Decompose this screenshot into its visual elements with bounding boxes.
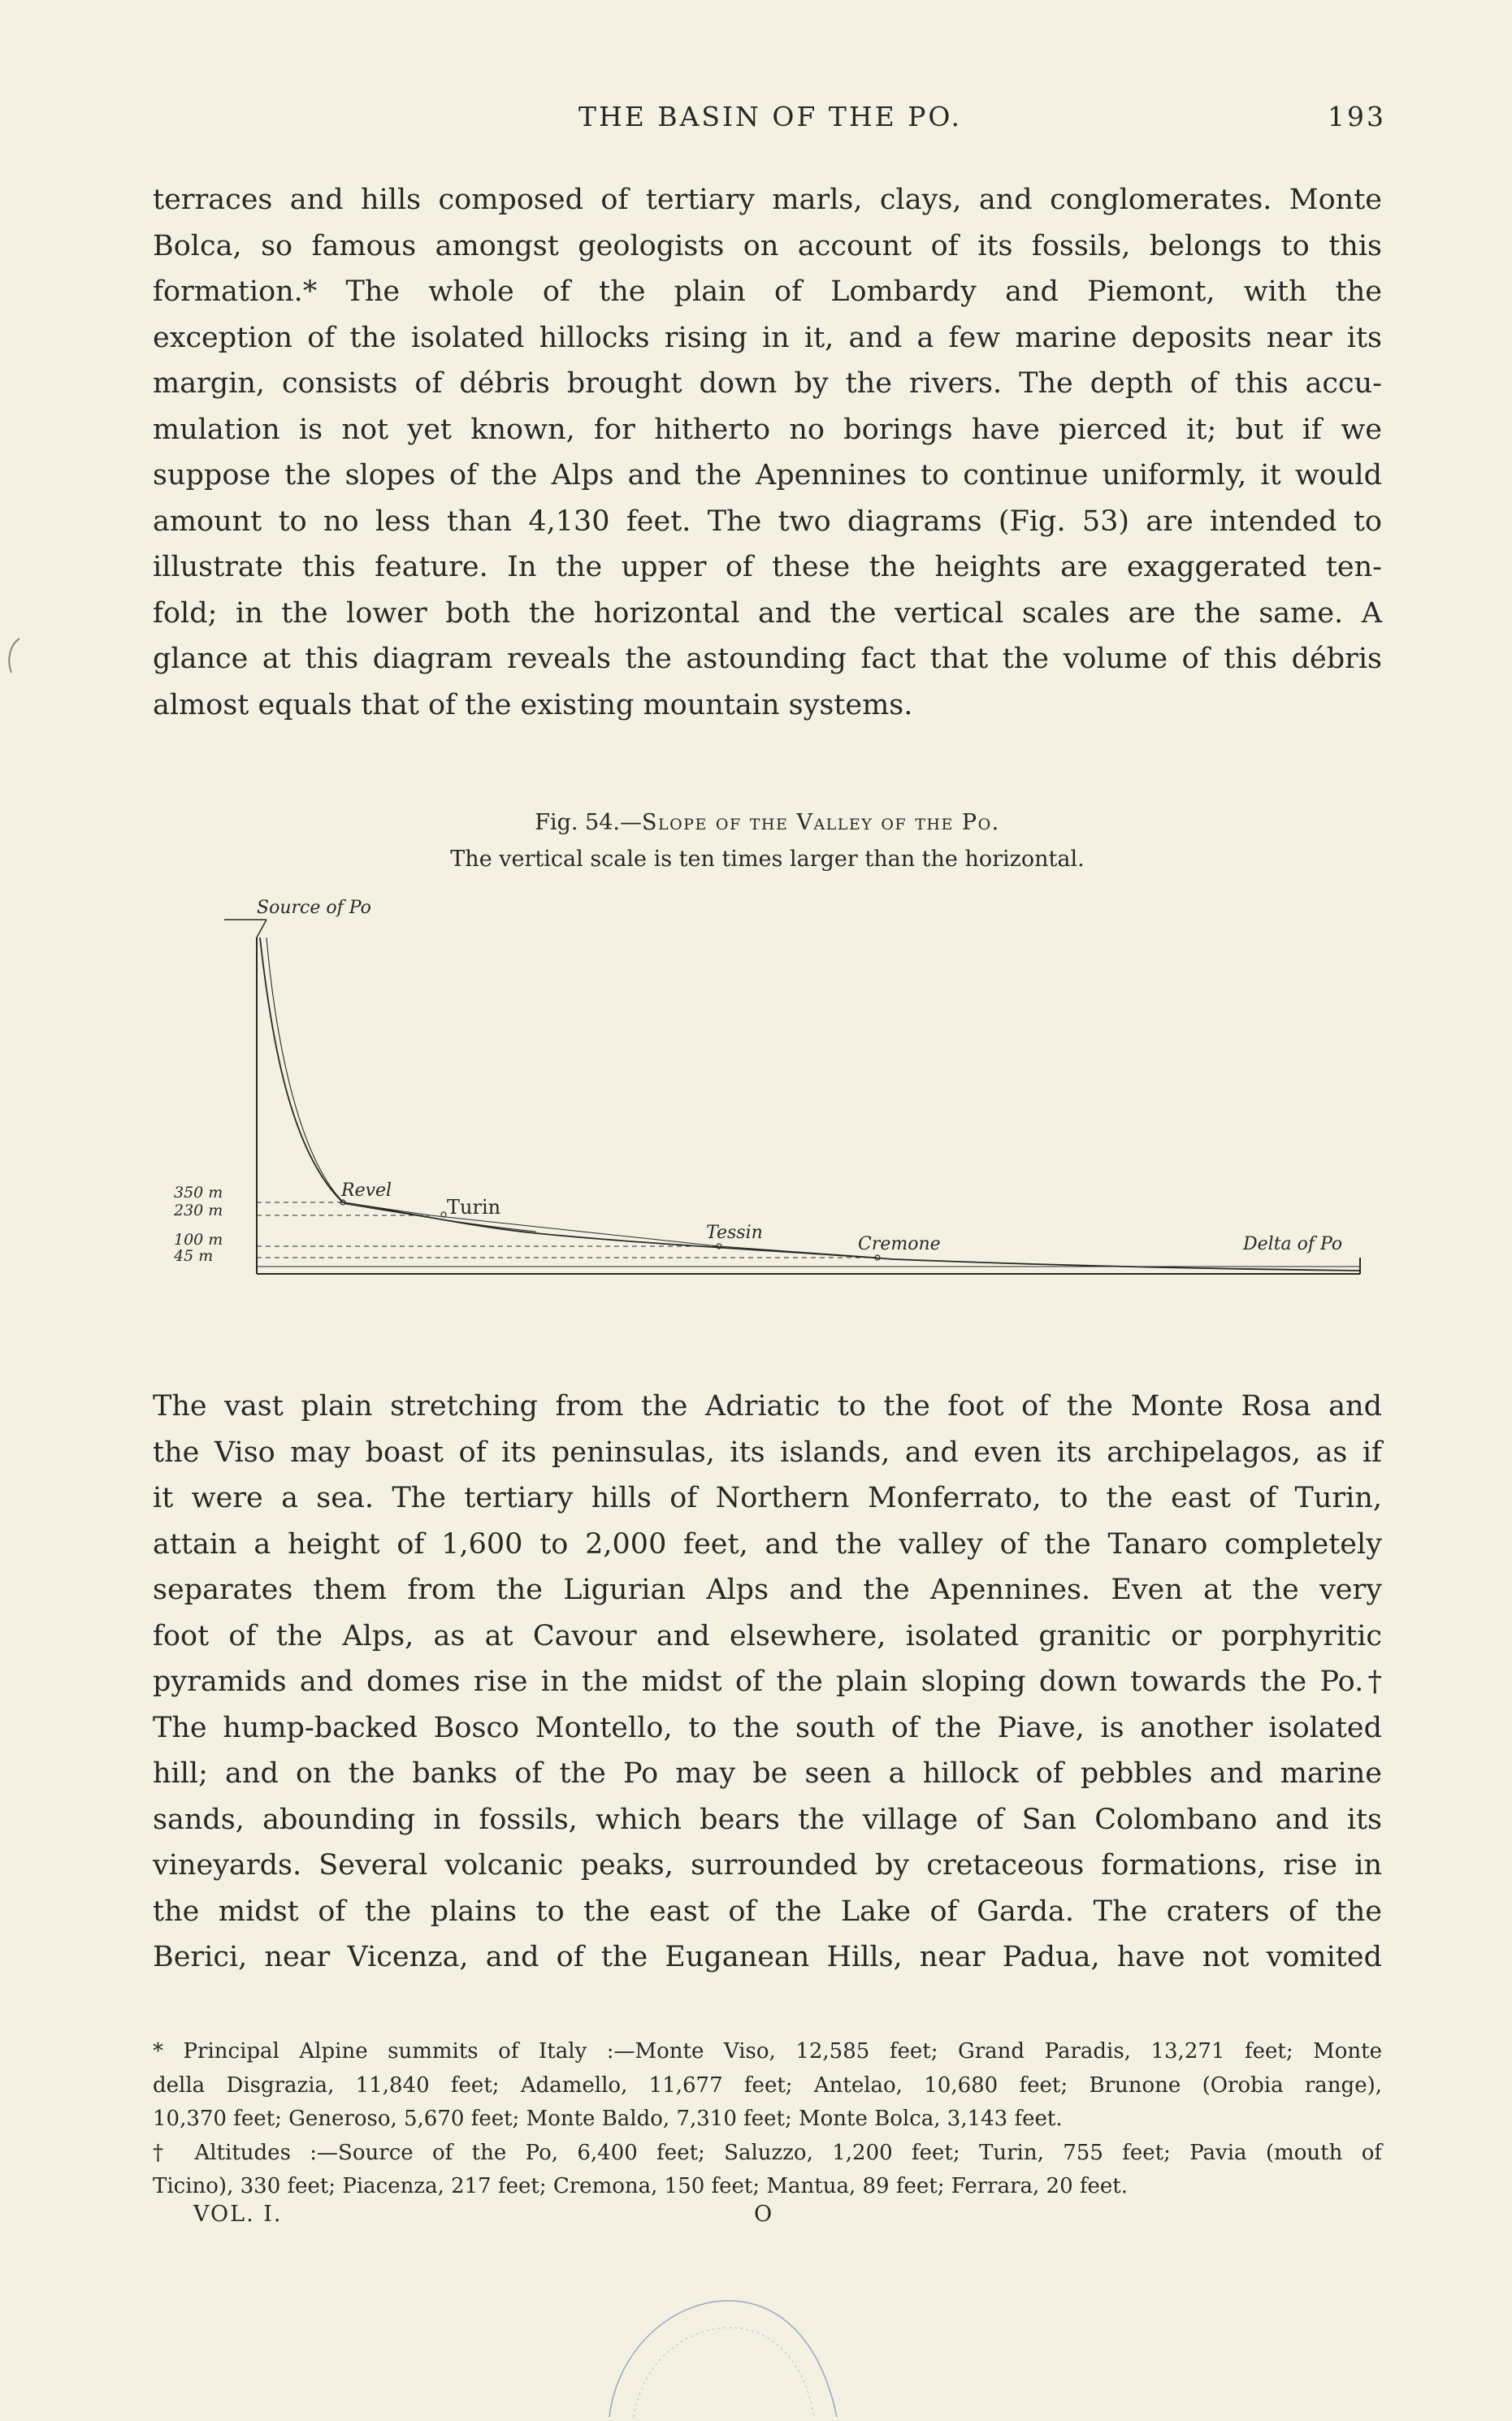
paragraph-line: exception of the isolated hillocks rising in it, and a few marine deposits near its xyxy=(153,321,1382,354)
running-head xyxy=(154,101,1386,141)
profile-curve-lower xyxy=(343,1202,877,1258)
figure-caption xyxy=(153,804,1382,877)
paragraph-1 xyxy=(153,177,1382,728)
tick-label-230: 230 m xyxy=(174,1202,223,1219)
paragraph-line: Berici, near Vicenza, and of the Euganean Hills, near Padua, have not vomited xyxy=(153,1941,1382,1973)
library-stamp xyxy=(601,2283,845,2421)
paragraph-line: The vast plain stretching from the Adriatic to the foot of the Monte Rosa and xyxy=(153,1390,1382,1423)
footnote-line: Ticino), 330 feet; Piacenza, 217 feet; Cremona, 150 feet; Mantua, 89 feet; Ferrara, 20 feet. xyxy=(153,2174,1128,2198)
paragraph-line: almost equals that of the existing mountain systems. xyxy=(153,688,913,721)
footnote-line: † Altitudes :—Source of the Po, 6,400 feet; Saluzzo, 1,200 feet; Turin, 755 feet; Pavia (mouth of xyxy=(153,2140,1382,2165)
slope-diagram xyxy=(162,886,1381,1300)
signature-mark: O xyxy=(754,2202,774,2227)
paragraph-line: it were a sea. The tertiary hills of Northern Monferrato, to the east of Turin, xyxy=(153,1482,1382,1514)
profile-curve-upper xyxy=(266,938,536,1232)
tick-label-100: 100 m xyxy=(174,1231,223,1249)
footnote-line: della Disgrazia, 11,840 feet; Adamello, 11,677 feet; Antelao, 10,680 feet; Brunone (Orobia range), xyxy=(153,2072,1382,2098)
paragraph-line: mulation is not yet known, for hitherto no borings have pierced it; but if we xyxy=(153,413,1382,446)
paragraph-line: terraces and hills composed of tertiary marls, clays, and conglomerates. Monte xyxy=(153,184,1382,216)
cremona-label: Cremone xyxy=(858,1234,941,1254)
turin-label: Turin xyxy=(447,1196,501,1219)
running-head-title: THE BASIN OF THE PO. xyxy=(578,101,963,132)
revel-label: Revel xyxy=(341,1180,392,1201)
paragraph-line: formation.* The whole of the plain of Lombardy and Piemont, with the xyxy=(153,275,1382,308)
paragraph-line: sands, abounding in fossils, which bears the village of San Colombano and its xyxy=(153,1803,1382,1836)
paragraph-line: margin, consists of débris brought down by the rivers. The depth of this accu- xyxy=(153,367,1382,400)
signature-line xyxy=(193,2202,805,2227)
margin-mark xyxy=(3,635,28,676)
paragraph-line: attain a height of 1,600 to 2,000 feet, and the valley of the Tanaro completely xyxy=(153,1527,1382,1561)
source-label: Source of Po xyxy=(257,898,371,918)
paragraph-line: hill; and on the banks of the Po may be seen a hillock of pebbles and marine xyxy=(153,1757,1382,1790)
paragraph-line: pyramids and domes rise in the midst of the plain sloping down towards the Po.† xyxy=(153,1665,1382,1698)
paragraph-line: glance at this diagram reveals the astounding fact that the volume of this débris xyxy=(153,643,1382,675)
paragraph-line: vineyards. Several volcanic peaks, surrounded by cretaceous formations, rise in xyxy=(153,1849,1382,1882)
footnotes xyxy=(153,2035,1382,2204)
source-marker-tip xyxy=(257,920,266,938)
figure-subcaption: The vertical scale is ten times larger than the horizontal. xyxy=(450,847,1085,872)
paragraph-line: foot of the Alps, as at Cavour and elsewhere, isolated granitic or porphyritic xyxy=(153,1619,1382,1652)
turin-marker xyxy=(441,1212,446,1217)
paragraph-line: fold; in the lower both the horizontal and the vertical scales are the same. A xyxy=(153,596,1382,630)
paragraph-line: suppose the slopes of the Alps and the Apennines to continue uniformly, it would xyxy=(153,459,1382,492)
figure-number: Fig. 54.— xyxy=(535,810,642,835)
paragraph-line: separates them from the Ligurian Alps and the Apennines. Even at the very xyxy=(153,1574,1382,1606)
paragraph-line: The hump-backed Bosco Montello, to the south of the Piave, is another isolated xyxy=(153,1711,1382,1744)
profile-curve xyxy=(260,938,1360,1271)
tick-label-350: 350 m xyxy=(174,1184,223,1202)
paragraph-line: the Viso may boast of its peninsulas, its islands, and even its archipelagos, as if xyxy=(153,1436,1382,1469)
page-number: 193 xyxy=(1328,101,1386,132)
tessin-label: Tessin xyxy=(706,1223,763,1243)
paragraph-line: illustrate this feature. In the upper of these the heights are exaggerated ten- xyxy=(153,551,1382,583)
figure-title: Slope of the Valley of the Po. xyxy=(641,810,1000,835)
paragraph-line: Bolca, so famous amongst geologists on account of its fossils, belongs to this xyxy=(153,229,1382,262)
delta-label: Delta of Po xyxy=(1243,1234,1343,1254)
margin-stroke xyxy=(9,639,19,673)
paragraph-line: amount to no less than 4,130 feet. The two diagrams (Fig. 53) are intended to xyxy=(153,505,1382,538)
paragraph-2 xyxy=(153,1384,1382,1981)
tick-label-45: 45 m xyxy=(174,1247,214,1265)
paragraph-line: the midst of the plains to the east of the Lake of Garda. The craters of the xyxy=(153,1895,1382,1928)
slope-diagram-svg xyxy=(162,886,1381,1300)
footnote-line: * Principal Alpine summits of Italy :—Monte Viso, 12,585 feet; Grand Paradis, 13,271 feet; Monte xyxy=(153,2039,1382,2064)
stamp-ring-inner xyxy=(634,2328,814,2417)
footnote-line: 10,370 feet; Generoso, 5,670 feet; Monte Baldo, 7,310 feet; Monte Bolca, 3,143 feet. xyxy=(153,2107,1063,2131)
volume-label: VOL. I. xyxy=(193,2202,283,2227)
stamp-ring xyxy=(609,2301,837,2417)
